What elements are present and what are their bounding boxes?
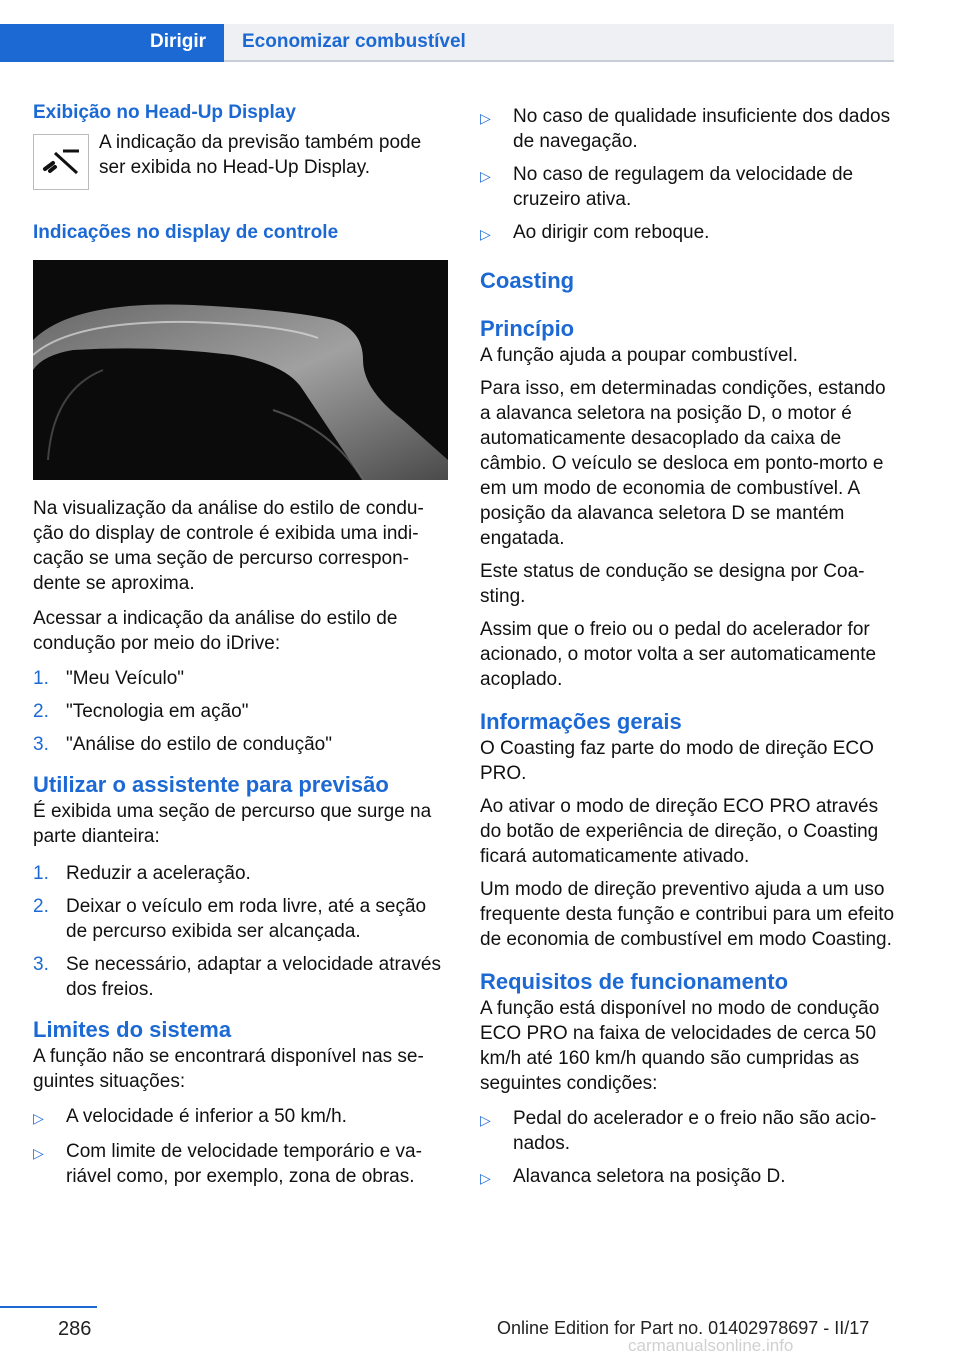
requirements-heading: Requisitos de funcionamento	[480, 969, 789, 994]
page-number: 286	[58, 1318, 92, 1340]
tab-dirigir-label: Dirigir	[150, 31, 206, 52]
limits-list	[33, 1104, 448, 1189]
display-heading: Indicações no display de controle	[33, 222, 339, 243]
list-item: 2. Deixar o veículo em roda livre, até a seção de percurso exibida ser alcançada.	[33, 896, 427, 942]
display-paragraph: Na visualização da análise do estilo de condução do display de controle é exibida uma indicação se uma seção de percurso correspondente se aproxima.	[33, 498, 424, 594]
list-item: ▷ Ao dirigir com reboque.	[480, 220, 896, 247]
hud-row	[33, 130, 448, 190]
general-p1: O Coasting faz parte do modo de direção ECO PRO.	[480, 738, 874, 784]
right-column	[480, 100, 896, 1199]
list-item: 3. Se necessário, adaptar a velocidade através dos freios.	[33, 954, 441, 1000]
list-item: ▷ Alavanca seletora na posição D.	[480, 1164, 896, 1191]
requirements-list	[480, 1106, 896, 1191]
assist-steps	[33, 861, 448, 1002]
watermark: carmanualsonline.info	[628, 1336, 794, 1355]
list-item: ▷ No caso de regulagem da velocidade de cruzeiro ativa.	[480, 164, 854, 210]
edition-info: Online Edition for Part no. 01402978697 - II/17	[497, 1318, 870, 1338]
assist-heading: Utilizar o assistente para previsão	[33, 772, 389, 797]
hud-text: A indicação da previsão também pode ser exibida no Head-Up Display.	[99, 132, 422, 178]
tab-section-title[interactable]	[224, 24, 894, 62]
footer-accent-line	[0, 1306, 97, 1308]
list-item: 1. "Meu Veículo"	[33, 668, 185, 689]
triangle-bullet-icon: ▷	[480, 1112, 491, 1128]
idrive-steps	[33, 666, 448, 757]
requirements-paragraph: A função está disponível no modo de condução ECO PRO na faixa de velocidades de cerca 50 km/h até 160 km/h quando são cumpridas as seguintes condições:	[480, 998, 880, 1094]
list-item: ▷ Com limite de velocidade temporário e variável como, por exemplo, zona de obras.	[33, 1141, 422, 1187]
list-item: ▷ Pedal do acelerador e o freio não são acionados.	[480, 1108, 877, 1154]
hud-heading: Exibição no Head-Up Display	[33, 102, 296, 123]
general-p3: Um modo de direção preventivo ajuda a um uso frequente desta função e contribui para um efeito de economia de combustível em modo Coasting.	[480, 879, 895, 950]
idrive-paragraph: Acessar a indicação da análise do estilo de condução por meio do iDrive:	[33, 608, 398, 654]
limits-list-continued	[480, 104, 896, 247]
triangle-bullet-icon: ▷	[480, 168, 491, 184]
list-item: 1. Reduzir a aceleração.	[33, 863, 251, 884]
list-item: ▷ A velocidade é inferior a 50 km/h.	[33, 1104, 448, 1131]
principle-p4: Assim que o freio ou o pedal do acelerador for acionado, o motor volta a ser automaticamente acoplado.	[480, 619, 877, 690]
principle-p3: Este status de condução se designa por Coasting.	[480, 561, 865, 607]
triangle-bullet-icon: ▷	[480, 1170, 491, 1186]
left-column	[33, 100, 448, 1197]
list-item: ▷ No caso de qualidade insuficiente dos dados de navegação.	[480, 106, 891, 152]
triangle-bullet-icon: ▷	[33, 1145, 44, 1161]
road-image	[33, 260, 448, 480]
header-tabbar	[0, 24, 894, 62]
principle-p2: Para isso, em determinadas condições, estando a alavanca seletora na posição D, o motor é automaticamente desacoplado da caixa de câmbio. O veículo se desloca em ponto-morto e em um modo de economia de combustível. A posição da alavanca seletora D se mantém engatada.	[480, 378, 886, 549]
list-item: 3. "Análise do estilo de condução"	[33, 734, 332, 755]
triangle-bullet-icon: ▷	[480, 110, 491, 126]
triangle-bullet-icon: ▷	[480, 226, 491, 242]
triangle-bullet-icon: ▷	[33, 1110, 44, 1126]
assist-paragraph: É exibida uma seção de percurso que surge na parte dianteira:	[33, 801, 432, 847]
limits-paragraph: A função não se encontrará disponível nas seguintes situações:	[33, 1046, 424, 1092]
coasting-heading: Coasting	[480, 268, 575, 293]
list-item: 2. "Tecnologia em ação"	[33, 701, 249, 722]
general-heading: Informações gerais	[480, 709, 682, 734]
principle-p1: A função ajuda a poupar combustível.	[480, 345, 798, 366]
tab-dirigir[interactable]	[0, 24, 224, 62]
principle-heading: Princípio	[480, 316, 575, 341]
tab-section-title-label: Economizar combustível	[242, 31, 466, 52]
head-up-display-icon	[33, 134, 89, 190]
general-p2: Ao ativar o modo de direção ECO PRO através do botão de experiência de direção, o Coasting ficará automaticamente ativado.	[480, 796, 879, 867]
limits-heading: Limites do sistema	[33, 1017, 232, 1042]
